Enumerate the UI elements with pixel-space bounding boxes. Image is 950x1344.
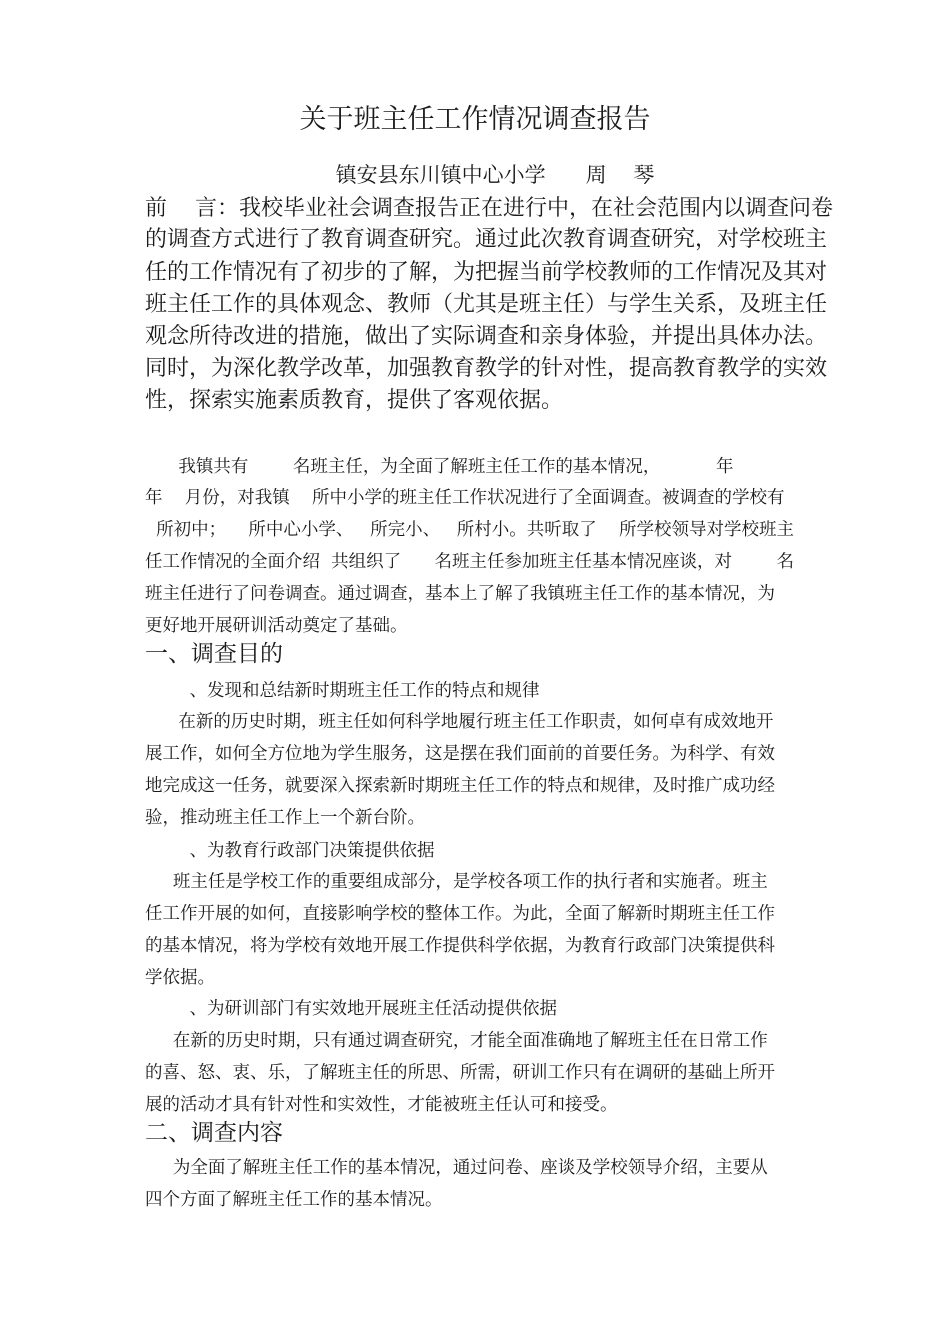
subsection-heading: 、为研训部门有实效地开展班主任活动提供依据: [145, 999, 558, 1019]
paragraph-line: 在新的历史时期，班主任如何科学地履行班主任工作职责，如何卓有成效地开: [145, 712, 774, 732]
section-heading: 二、调查内容: [145, 1120, 283, 1146]
paragraph-line: 四个方面了解班主任工作的基本情况。: [145, 1190, 443, 1210]
paragraph-line: 班主任是学校工作的重要组成部分，是学校各项工作的执行者和实施者。班主: [145, 872, 768, 892]
intro-line: 年 月份，对我镇 所中小学的班主任工作状况进行了全面调查。被调查的学校有: [145, 488, 785, 508]
paragraph-line: 学依据。: [145, 968, 215, 988]
intro-line: 更好地开展研训活动奠定了基础。: [145, 616, 408, 636]
section-heading: 一、调查目的: [145, 641, 283, 667]
paragraph-line: 验，推动班主任工作上一个新台阶。: [145, 808, 425, 828]
intro-line: 班主任进行了问卷调查。通过调查，基本上了解了我镇班主任工作的基本情况，为: [145, 584, 775, 604]
paragraph-line: 展的活动才具有针对性和实效性，才能被班主任认可和接受。: [145, 1095, 618, 1115]
intro-line: 任工作情况的全面介绍 共组织了 名班主任参加班主任基本情况座谈，对 名: [145, 552, 795, 572]
preface-line: 观念所待改进的措施，做出了实际调查和亲身体验，并提出具体办法。: [145, 324, 828, 349]
subsection-heading: 、为教育行政部门决策提供依据: [145, 841, 435, 861]
paragraph-line: 在新的历史时期，只有通过调查研究，才能全面准确地了解班主任在日常工作: [145, 1031, 768, 1051]
preface-line: 的调查方式进行了教育调查研究。通过此次教育调查研究，对学校班主: [145, 227, 828, 252]
paragraph-line: 的喜、怒、衷、乐，了解班主任的所思、所需，研训工作只有在调研的基础上所开: [145, 1063, 775, 1083]
paragraph-line: 任工作开展的如何，直接影响学校的整体工作。为此，全面了解新时期班主任工作: [145, 904, 775, 924]
subsection-heading: 、发现和总结新时期班主任工作的特点和规律: [145, 681, 540, 701]
preface-line: 同时，为深化教学改革，加强教育教学的针对性，提高教育教学的实效: [145, 356, 828, 381]
preface-line: 班主任工作的具体观念、教师（尤其是班主任）与学生关系，及班主任: [145, 292, 828, 317]
paragraph-line: 地完成这一任务，就要深入探索新时期班主任工作的特点和规律，及时推广成功经: [145, 776, 775, 796]
author-line: 镇安县东川镇中心小学 周 琴: [335, 163, 655, 187]
intro-line: 我镇共有 名班主任，为全面了解班主任工作的基本情况， 年: [145, 457, 734, 477]
document-title: 关于班主任工作情况调查报告: [299, 104, 651, 135]
preface-line: 前 言：我校毕业社会调查报告正在进行中，在社会范围内以调查问卷: [145, 196, 833, 221]
paragraph-line: 展工作，如何全方位地为学生服务，这是摆在我们面前的首要任务。为科学、有效: [145, 744, 775, 764]
preface-line: 任的工作情况有了初步的了解，为把握当前学校教师的工作情况及其对: [145, 260, 828, 285]
intro-line: 所初中； 所中心小学、 所完小、 所村小。共听取了 所学校领导对学校班主: [145, 520, 795, 540]
preface-line: 性，探索实施素质教育，提供了客观依据。: [145, 388, 564, 413]
paragraph-line: 的基本情况，将为学校有效地开展工作提供科学依据，为教育行政部门决策提供科: [145, 936, 775, 956]
paragraph-line: 为全面了解班主任工作的基本情况，通过问卷、座谈及学校领导介绍，主要从: [145, 1158, 768, 1178]
